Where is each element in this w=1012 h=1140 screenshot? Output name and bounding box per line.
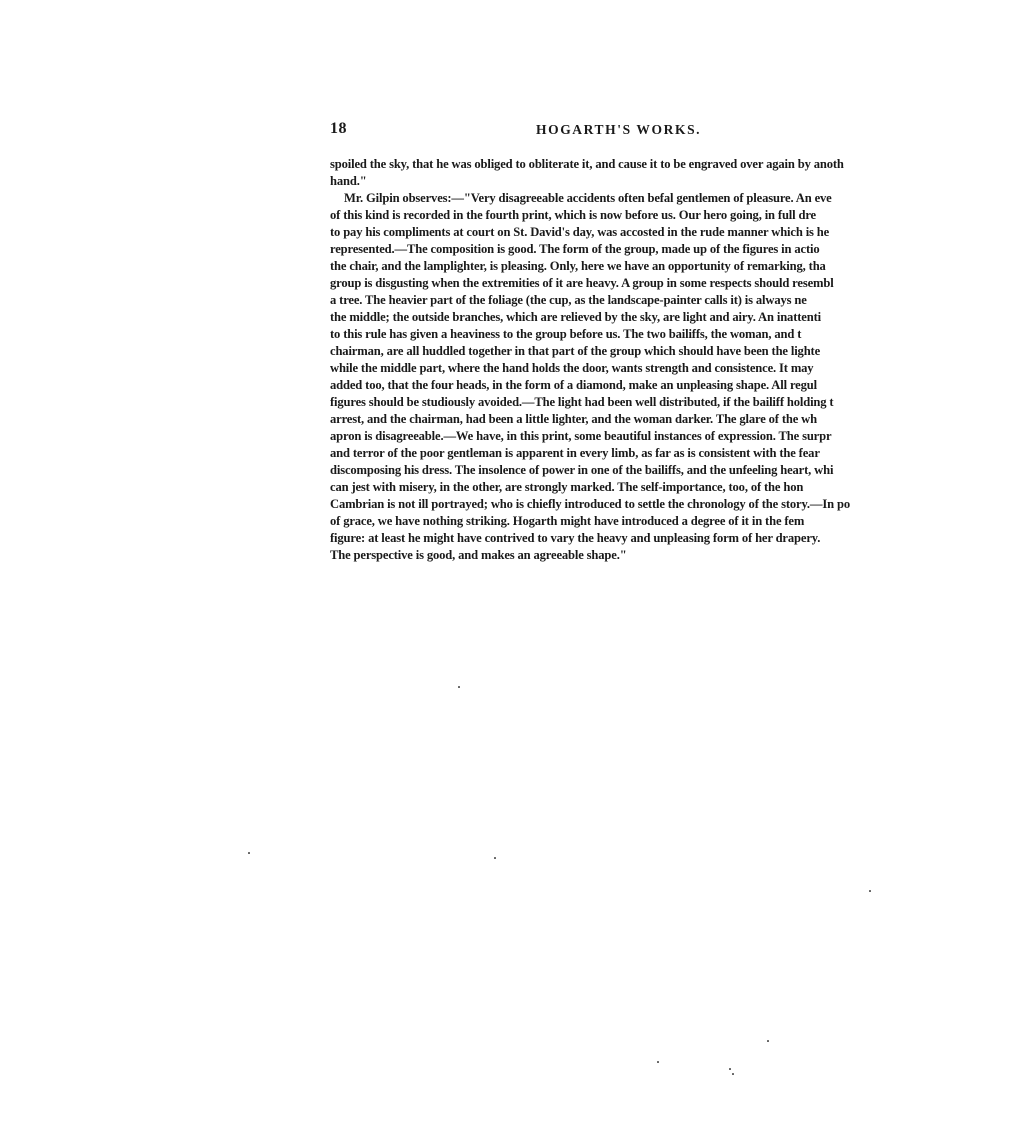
text-line: while the middle part, where the hand holds the door, wants strength and consistence. It may — [330, 361, 814, 375]
scan-speck — [732, 1073, 734, 1075]
text-line: and terror of the poor gentleman is apparent in every limb, as far as is consistent with the fear — [330, 446, 820, 460]
text-line: chairman, are all huddled together in that part of the group which should have been the lighte — [330, 344, 821, 358]
scan-speck — [458, 686, 460, 688]
page-header — [330, 120, 894, 142]
paragraph-start-line: Mr. Gilpin observes:—"Very disagreeable accidents often befal gentlemen of pleasure. An eve — [344, 191, 832, 205]
scan-speck — [657, 1061, 659, 1063]
text-line: added too, that the four heads, in the form of a diamond, make an unpleasing shape. All regul — [330, 378, 817, 392]
text-line: can jest with misery, in the other, are strongly marked. The self-importance, too, of the hon — [330, 480, 804, 494]
text-line: represented.—The composition is good. The form of the group, made up of the figures in actio — [330, 242, 820, 256]
text-line: of grace, we have nothing striking. Hogarth might have introduced a degree of it in the fem — [330, 514, 805, 528]
text-line: of this kind is recorded in the fourth print, which is now before us. Our hero going, in full dre — [330, 208, 816, 222]
scan-speck — [729, 1068, 731, 1070]
text-line: to pay his compliments at court on St. David's day, was accosted in the rude manner which is he — [330, 225, 830, 239]
text-line: figure: at least he might have contrived to vary the heavy and unpleasing form of her drapery. — [330, 531, 821, 545]
text-line: spoiled the sky, that he was obliged to obliterate it, and cause it to be engraved over again by anoth — [330, 157, 844, 171]
scan-speck — [869, 890, 871, 892]
running-head: HOGARTH'S WORKS. — [536, 122, 702, 137]
text-line: hand." — [330, 174, 367, 188]
text-line: figures should be studiously avoided.—The light had been well distributed, if the bailiff holding t — [330, 395, 834, 409]
text-line: apron is disagreeable.—We have, in this print, some beautiful instances of expression. The surpr — [330, 429, 832, 443]
text-line: The perspective is good, and makes an agreeable shape." — [330, 548, 627, 562]
scan-speck — [248, 852, 250, 854]
text-line: discomposing his dress. The insolence of power in one of the bailiffs, and the unfeeling heart, whi — [330, 463, 834, 477]
page-number: 18 — [330, 120, 347, 137]
text-line: the chair, and the lamplighter, is pleasing. Only, here we have an opportunity of remarking, tha — [330, 259, 826, 273]
text-line: Cambrian is not ill portrayed; who is chiefly introduced to settle the chronology of the story.—In po — [330, 497, 850, 511]
text-line: a tree. The heavier part of the foliage (the cup, as the landscape-painter calls it) is always ne — [330, 293, 807, 307]
text-line: the middle; the outside branches, which are relieved by the sky, are light and airy. An inattenti — [330, 310, 821, 324]
scan-speck — [767, 1040, 769, 1042]
text-line: to this rule has given a heaviness to the group before us. The two bailiffs, the woman, and t — [330, 327, 802, 341]
text-line: group is disgusting when the extremities of it are heavy. A group in some respects should resembl — [330, 276, 834, 290]
body-text — [330, 156, 894, 576]
scan-speck — [494, 857, 496, 859]
text-line: arrest, and the chairman, had been a little lighter, and the woman darker. The glare of the wh — [330, 412, 817, 426]
